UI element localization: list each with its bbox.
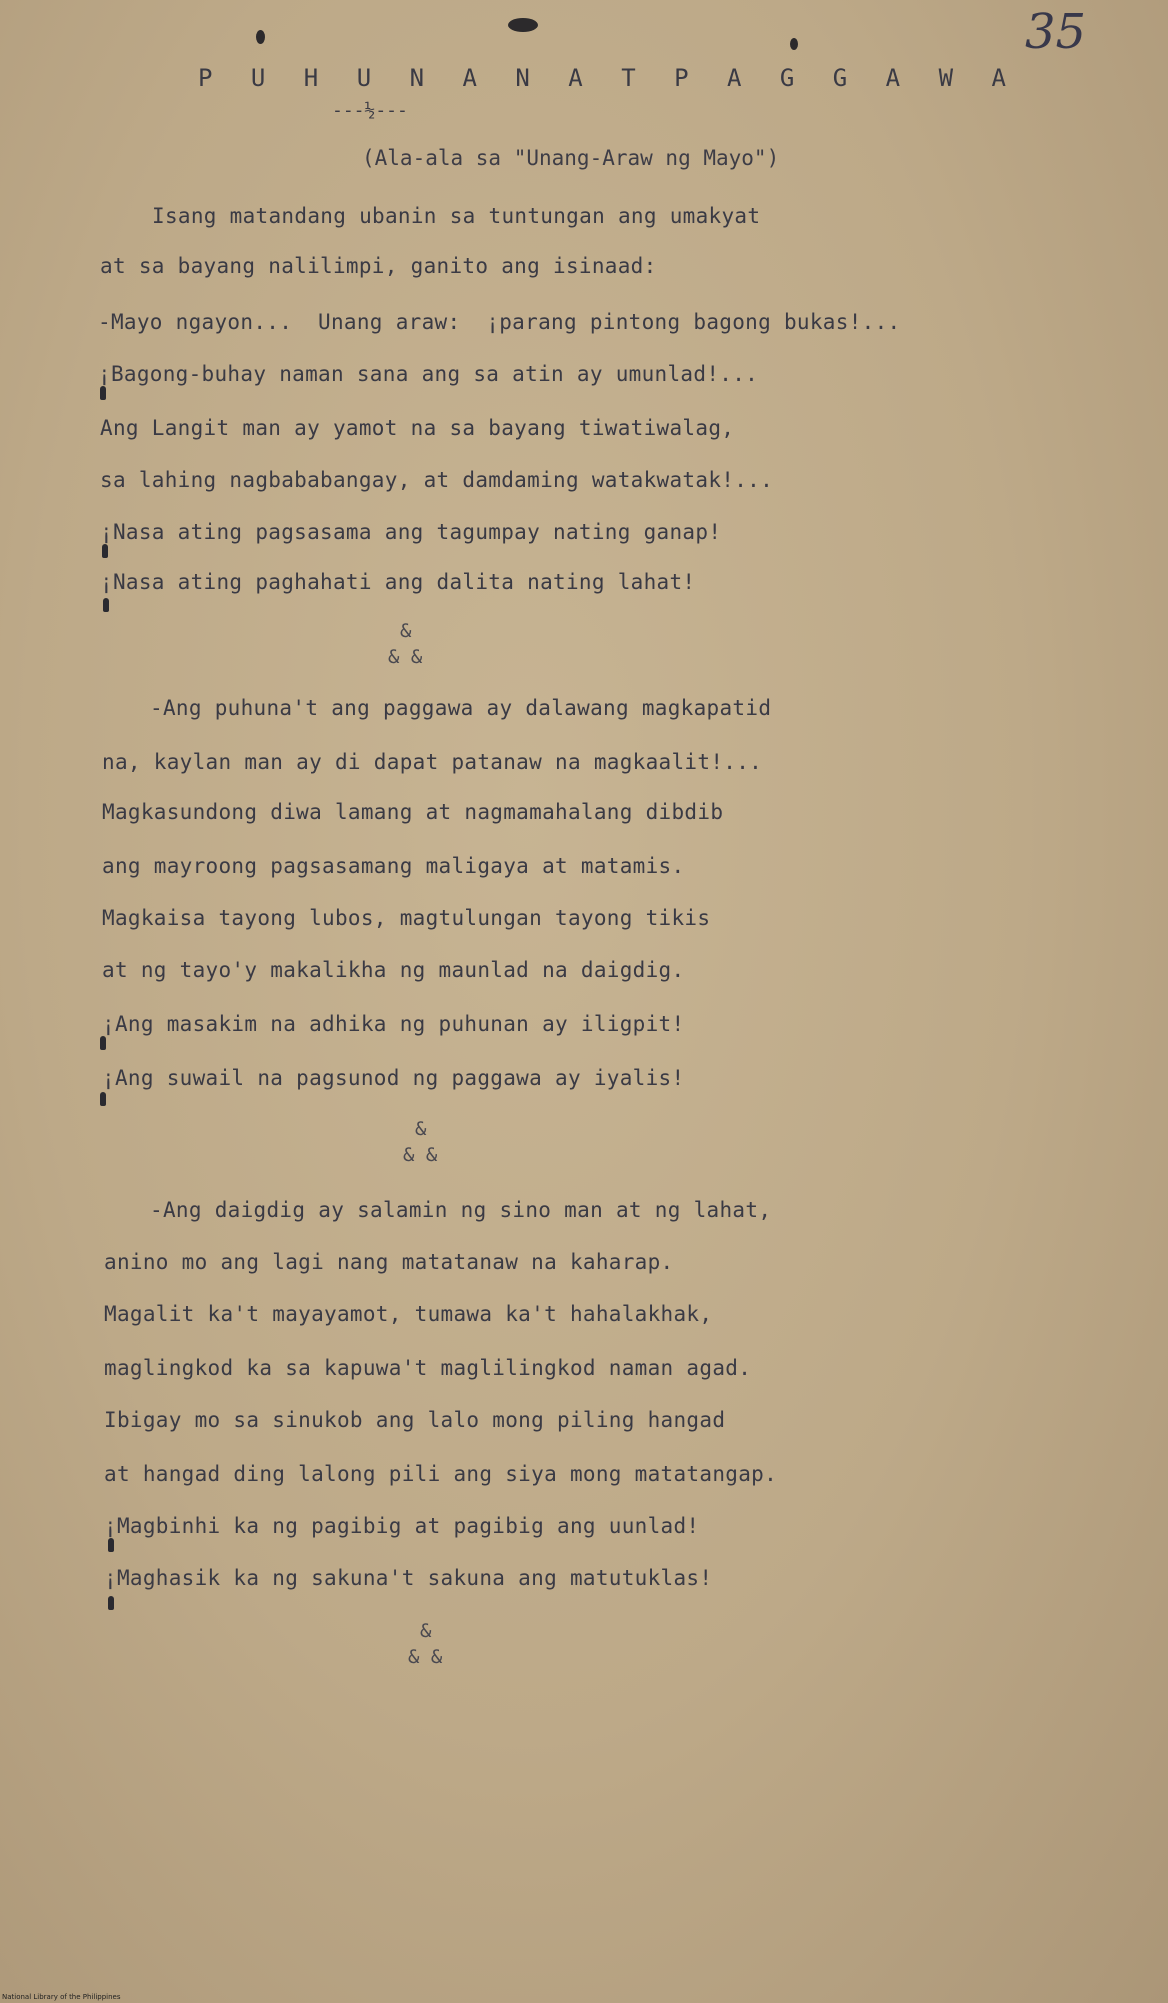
bullet-mark: [100, 1092, 106, 1106]
ink-blot: [790, 38, 798, 50]
bullet-mark: [102, 544, 108, 558]
verse-line: na, kaylan man ay di dapat patanaw na magkaalit!...: [102, 750, 763, 774]
verse-line: -Ang puhuna't ang paggawa ay dalawang magkapatid: [150, 696, 772, 720]
verse-line: -Mayo ngayon... Unang araw: ¡parang pintong bagong bukas!...: [98, 310, 901, 334]
stanza-separator-bottom: & &: [408, 1646, 443, 1668]
verse-line: Magkaisa tayong lubos, magtulungan tayong tikis: [102, 906, 711, 930]
bullet-mark: [108, 1538, 114, 1552]
title-ornament: ---½---: [332, 100, 408, 121]
verse-line: Isang matandang ubanin sa tuntungan ang umakyat: [152, 204, 761, 228]
bullet-mark: [100, 386, 106, 400]
verse-line: at sa bayang nalilimpi, ganito ang isinaad:: [100, 254, 657, 278]
verse-line: ¡Ang masakim na adhika ng puhunan ay iligpit!: [102, 1012, 685, 1036]
ink-blot: [256, 30, 265, 44]
verse-line: ¡Bagong-buhay naman sana ang sa atin ay umunlad!...: [98, 362, 759, 386]
document-title: P U H U N A N A T P A G G A W A: [198, 64, 1018, 92]
verse-line: at hangad ding lalong pili ang siya mong matatangap.: [104, 1462, 778, 1486]
document-subtitle: (Ala-ala sa "Unang-Araw ng Mayo"): [362, 146, 780, 170]
stanza-separator-top: &: [400, 620, 412, 642]
verse-line: ¡Maghasik ka ng sakuna't sakuna ang matutuklas!: [104, 1566, 713, 1590]
stanza-separator-bottom: & &: [403, 1144, 438, 1166]
bullet-mark: [108, 1596, 114, 1610]
verse-line: at ng tayo'y makalikha ng maunlad na daigdig.: [102, 958, 685, 982]
bullet-mark: [103, 598, 109, 612]
verse-line: Ang Langit man ay yamot na sa bayang tiwatiwalag,: [100, 416, 735, 440]
verse-line: anino mo ang lagi nang matatanaw na kaharap.: [104, 1250, 674, 1274]
stanza-separator-top: &: [415, 1118, 427, 1140]
verse-line: Magalit ka't mayayamot, tumawa ka't hahalakhak,: [104, 1302, 713, 1326]
verse-line: Magkasundong diwa lamang at nagmamahalang dibdib: [102, 800, 724, 824]
stanza-separator-top: &: [420, 1620, 432, 1642]
ink-blot: [508, 18, 538, 32]
verse-line: sa lahing nagbababangay, at damdaming watakwatak!...: [100, 468, 774, 492]
archive-credit: National Library of the Philippines: [2, 1993, 121, 2001]
verse-line: -Ang daigdig ay salamin ng sino man at ng lahat,: [150, 1198, 772, 1222]
verse-line: ¡Magbinhi ka ng pagibig at pagibig ang uunlad!: [104, 1514, 700, 1538]
verse-line: Ibigay mo sa sinukob ang lalo mong piling hangad: [104, 1408, 726, 1432]
stanza-separator-bottom: & &: [388, 646, 423, 668]
bullet-mark: [100, 1036, 106, 1050]
verse-line: ang mayroong pagsasamang maligaya at matamis.: [102, 854, 685, 878]
page-number: 35: [1025, 4, 1087, 60]
verse-line: maglingkod ka sa kapuwa't maglilingkod naman agad.: [104, 1356, 752, 1380]
verse-line: ¡Nasa ating paghahati ang dalita nating lahat!: [100, 570, 696, 594]
verse-line: ¡Nasa ating pagsasama ang tagumpay nating ganap!: [100, 520, 722, 544]
verse-line: ¡Ang suwail na pagsunod ng paggawa ay iyalis!: [102, 1066, 685, 1090]
